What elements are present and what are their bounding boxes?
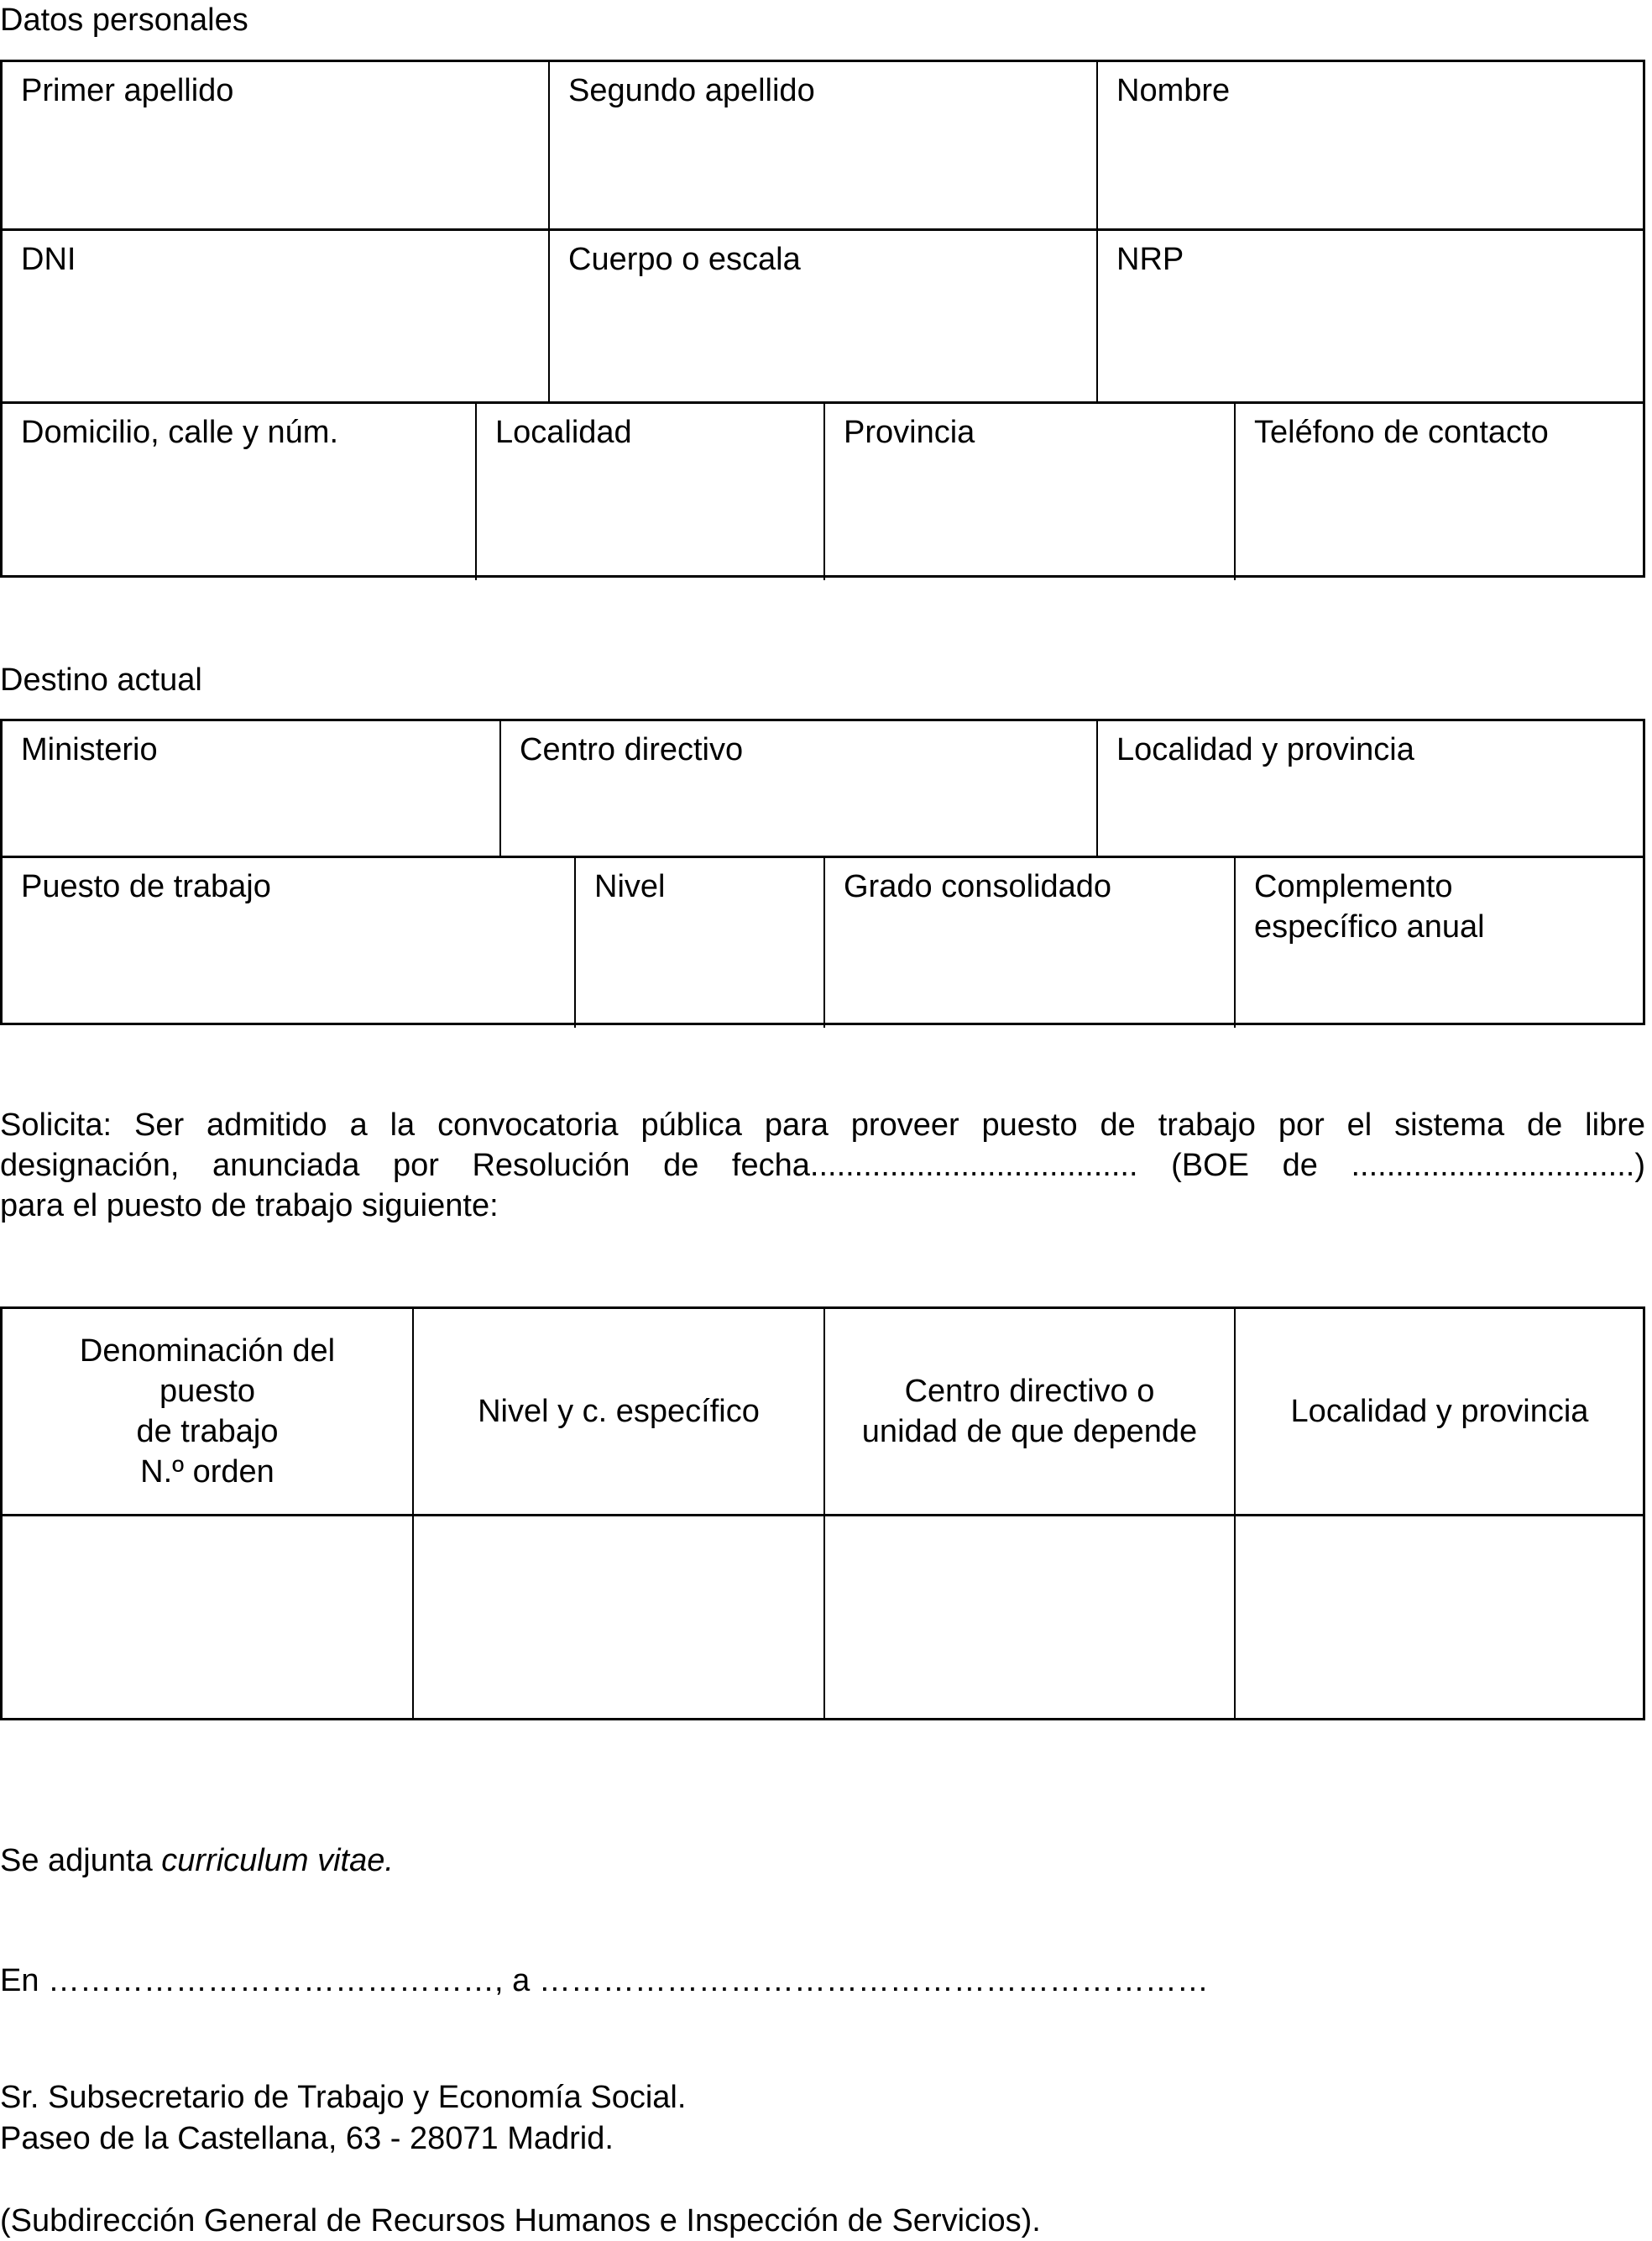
place-blank[interactable]: …………………………………… [48,1963,495,1998]
nivel-input[interactable] [591,973,812,1015]
solicita-line-1: Solicita: Ser admitido a la convocatoria pública para proveer puesto de trabajo por el sistema de libre [0,1107,1645,1143]
nombre-input[interactable] [1113,178,1632,220]
centro-directivo-unidad-input[interactable] [832,1523,1231,1715]
curriculum-prefix: Se adjunta [0,1843,162,1878]
ministerio-input[interactable] [18,805,488,847]
field-complemento-especifico[interactable] [1236,858,1644,1024]
field-segundo-apellido[interactable] [550,62,1096,228]
field-label: Nivel [594,869,666,904]
field-label: Domicilio, calle y núm. [21,415,338,450]
primer-apellido-input[interactable] [18,178,536,220]
section-title-destino-actual: Destino actual [0,662,202,698]
field-label: Ministerio [21,732,158,767]
solicita-paragraph [0,1105,1645,1226]
place-prefix: En [0,1963,49,1998]
puesto-trabajo-input[interactable] [18,973,562,1015]
destino-actual-table [0,719,1645,1025]
field-localidad[interactable] [477,404,823,576]
field-cuerpo-escala[interactable] [550,231,1096,401]
nrp-input[interactable] [1113,351,1632,393]
datos-personales-table [0,60,1645,578]
puesto-solicitado-table [0,1306,1645,1720]
field-label: DNI [21,242,76,277]
field-label: Teléfono de contacto [1254,415,1549,450]
field-label: Segundo apellido [568,73,815,108]
cuerpo-escala-input[interactable] [565,351,1085,393]
provincia-input[interactable] [840,526,1222,568]
field-label: Localidad [495,415,632,450]
curriculum-note [0,1840,394,1881]
field-label: Localidad y provincia [1116,732,1414,767]
grado-consolidado-input[interactable] [840,973,1222,1015]
field-nivel[interactable] [576,858,823,1024]
field-label: Grado consolidado [844,869,1111,904]
date-blank[interactable]: ……………………………………………………… [538,1963,1209,1998]
header-localidad-provincia [1236,1309,1644,1514]
field-nrp[interactable] [1098,231,1644,401]
header-centro-directivo [825,1309,1234,1514]
field-label: Puesto de trabajo [21,869,271,904]
field-label: Centro directivo [520,732,744,767]
dni-input[interactable] [18,351,536,393]
field-label: Cuerpo o escala [568,242,801,277]
header-line: puesto [159,1374,256,1409]
solicita-line-2: designación, anunciada por Resolución de fecha..................................... (BOE de ................................) [0,1148,1645,1183]
header-nivel-especifico [414,1309,823,1514]
header-line: Localidad y provincia [1290,1394,1589,1429]
field-label: Complemento [1254,869,1453,904]
field-label: Provincia [844,415,975,450]
field-grado-consolidado[interactable] [825,858,1234,1024]
denominacion-input[interactable] [9,1523,409,1715]
date-separator: , a [494,1963,539,1998]
telefono-input[interactable] [1251,526,1632,568]
domicilio-input[interactable] [18,526,463,568]
field-localidad-provincia[interactable] [1098,721,1644,856]
nivel-especifico-input[interactable] [421,1523,820,1715]
header-line: N.º orden [140,1454,274,1490]
header-line: unidad de que depende [861,1414,1198,1449]
curriculum-italic: curriculum vitae. [161,1843,394,1878]
field-domicilio[interactable] [3,404,475,576]
header-line: de trabajo [136,1414,279,1449]
solicita-line-3: para el puesto de trabajo siguiente: [0,1188,499,1223]
field-nombre[interactable] [1098,62,1644,228]
field-primer-apellido[interactable] [3,62,548,228]
header-line: Denominación del [79,1333,336,1369]
header-line: Nivel y c. específico [478,1394,760,1429]
table-row [3,1516,1644,1719]
segundo-apellido-input[interactable] [565,178,1085,220]
addressee-line-3: (Subdirección General de Recursos Humanos e Inspección de Servicios). [0,2203,1041,2238]
field-ministerio[interactable] [3,721,499,856]
field-dni[interactable] [3,231,548,401]
localidad-input[interactable] [492,526,812,568]
field-puesto-trabajo[interactable] [3,858,574,1024]
centro-directivo-input[interactable] [516,805,1085,847]
addressee-line-2: Paseo de la Castellana, 63 - 28071 Madrid. [0,2121,614,2156]
localidad-provincia-puesto-input[interactable] [1242,1523,1640,1715]
field-label: NRP [1116,242,1184,277]
field-label: específico anual [1254,909,1485,945]
field-label: Nombre [1116,73,1231,108]
header-line: Centro directivo o [904,1374,1155,1409]
complemento-especifico-input[interactable] [1251,977,1632,1018]
section-title-datos-personales: Datos personales [0,3,248,38]
place-date-line [0,1961,1209,2001]
addressee-line-1: Sr. Subsecretario de Trabajo y Economía Social. [0,2080,687,2115]
field-telefono[interactable] [1236,404,1644,576]
field-label: Primer apellido [21,73,234,108]
localidad-provincia-input[interactable] [1113,805,1632,847]
header-denominacion [3,1309,412,1514]
field-centro-directivo[interactable] [501,721,1096,856]
field-provincia[interactable] [825,404,1234,576]
